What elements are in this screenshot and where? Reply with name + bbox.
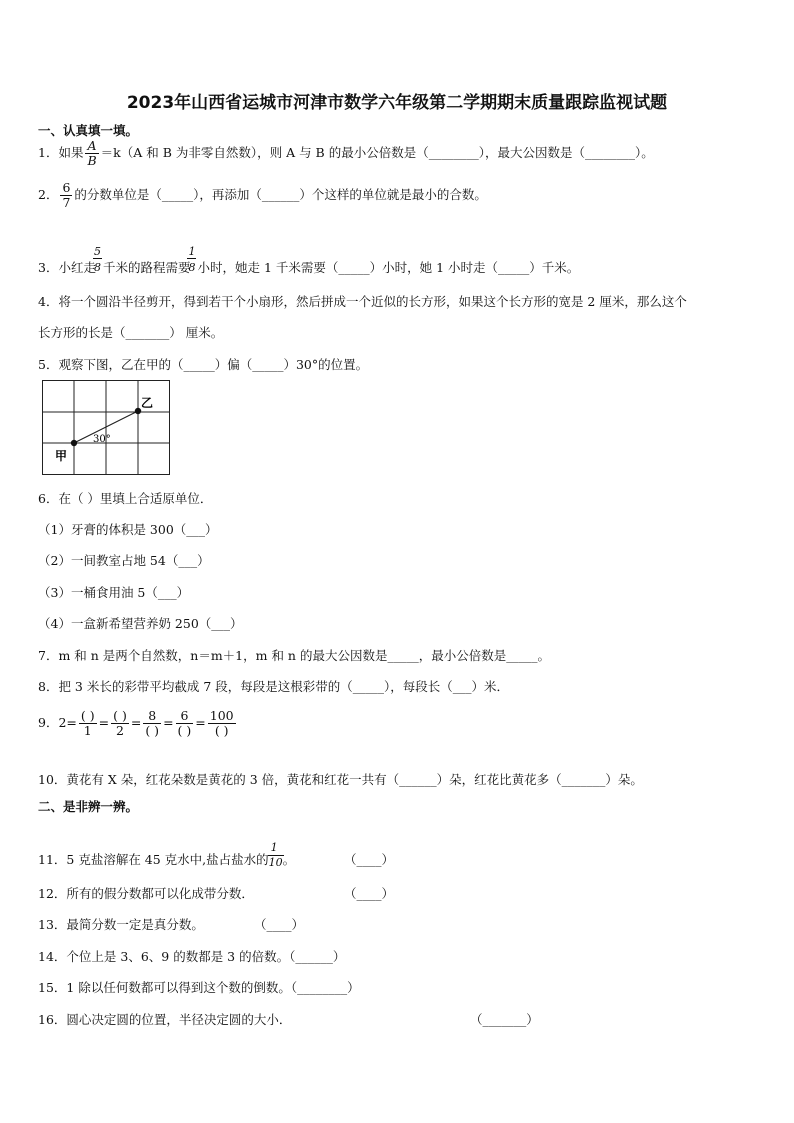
- q2-prefix: 2．: [38, 186, 59, 202]
- q9-f5-numerator: 100: [209, 708, 234, 723]
- q9-f3-denominator: ( ): [145, 722, 160, 738]
- question-8: 8．把 3 米长的彩带平均截成 7 段，每段是这根彩带的（_____），每段长（___）米．: [38, 679, 510, 694]
- q9-fraction-1: [79, 709, 97, 738]
- q9-equals-1: =: [98, 714, 110, 730]
- q3-text: 小时，她走 1 千米需要（_____）小时，她 1 小时走（_____）千米。: [197, 260, 580, 275]
- q9-f2-denominator: 2: [116, 722, 124, 738]
- q12-blank: （____）: [344, 886, 395, 901]
- question-4-line-2: 长方形的长是（_______） 厘米。: [38, 325, 224, 340]
- page-title: 2023年山西省运城市河津市数学六年级第二学期期末质量跟踪监视试题: [126, 93, 668, 113]
- label-jia: 甲: [55, 449, 68, 463]
- question-6: 6．在（ ）里填上合适原单位．: [38, 491, 213, 506]
- q9-equals-3: =: [163, 714, 174, 730]
- q11-text: 11．5 克盐溶解在 45 克水中,盐占盐水的: [38, 852, 269, 867]
- q9-prefix: 9．2=: [38, 714, 77, 730]
- q9-f2-numerator: ( ): [113, 708, 127, 723]
- q1-fraction: [85, 139, 98, 168]
- q6-item-1: （1）牙膏的体积是 300（___）: [38, 522, 218, 537]
- q9-f1-numerator: ( ): [80, 708, 95, 723]
- q11-denominator: 10: [268, 856, 283, 869]
- q11-numerator: 1: [270, 841, 278, 854]
- section-2-heading: 二、是非辨一辨。: [38, 799, 139, 814]
- q3-f1-numerator: 5: [93, 245, 101, 258]
- q11-period: 。: [282, 852, 296, 867]
- point-jia: [71, 440, 77, 446]
- q9-fraction-2: [111, 709, 129, 738]
- q9-f4-denominator: ( ): [177, 722, 192, 738]
- q9-equals-2: =: [130, 714, 142, 730]
- q6-item-2: （2）一间教室占地 54（___）: [38, 553, 210, 568]
- q3-prefix: 3．小红走: [38, 260, 96, 275]
- q2-fraction: [60, 181, 72, 210]
- q3-f2-denominator: 8: [188, 261, 196, 274]
- q3-mid: 千米的路程需要: [102, 260, 191, 275]
- q6-item-3: （3）一桶食用油 5（___）: [38, 585, 190, 600]
- question-16: 16．圆心决定圆的位置，半径决定圆的大小．: [38, 1012, 292, 1027]
- q1-prefix: 1．如果: [38, 144, 84, 160]
- q3-f2-numerator: 1: [188, 245, 196, 258]
- question-1: [38, 139, 654, 168]
- question-4-line-1: 4．将一个圆沿半径剪开，得到若干个小扇形，然后拼成一个近似的长方形，如果这个长方形的宽是 2 厘米，那么这个: [38, 294, 687, 309]
- q9-f4-numerator: 6: [176, 709, 194, 724]
- q9-fraction-3: [143, 709, 161, 738]
- q9-equals-4: =: [195, 714, 206, 730]
- q2-text: 的分数单位是（_____），再添加（______）个这样的单位就是最小的合数。: [74, 186, 487, 202]
- question-5: 5．观察下图，乙在甲的（_____）偏（_____）30°的位置。: [38, 357, 369, 372]
- q9-f1-denominator: 1: [83, 722, 92, 738]
- q1-denominator: B: [87, 152, 97, 168]
- q16-blank: （_______）: [470, 1012, 539, 1027]
- section-1-heading: 一、认真填一填。: [38, 123, 139, 138]
- question-13: 13．最简分数一定是真分数。: [38, 917, 204, 932]
- question-3: [38, 245, 580, 276]
- q9-fraction-4: [176, 709, 194, 738]
- question-2: [38, 181, 487, 210]
- question-14: 14．个位上是 3、6、9 的数都是 3 的倍数。（______）: [38, 949, 346, 964]
- q9-f3-numerator: 8: [143, 709, 161, 724]
- q9-f5-denominator: ( ): [214, 722, 229, 738]
- question-11: [38, 841, 296, 869]
- q2-denominator: 7: [62, 194, 71, 210]
- question-12: 12．所有的假分数都可以化成带分数．: [38, 886, 254, 901]
- q2-numerator: 6: [62, 180, 71, 195]
- angle-label: 30°: [93, 434, 111, 445]
- q3-f1-denominator: 8: [93, 261, 101, 274]
- q9-fraction-5: [208, 709, 236, 738]
- question-7: 7．m 和 n 是两个自然数，n＝m＋1，m 和 n 的最大公因数是_____，最小公倍数是_____。: [38, 648, 550, 663]
- q1-text: ＝k（A 和 B 为非零自然数），则 A 与 B 的最小公倍数是（________），最大公因数是（________）。: [100, 144, 654, 160]
- q1-numerator: A: [85, 139, 98, 154]
- q6-item-4: （4）一盒新希望营养奶 250（___）: [38, 616, 243, 631]
- q11-blank: （____）: [344, 852, 395, 867]
- question-15: 15．1 除以任何数都可以得到这个数的倒数。（________）: [38, 980, 360, 995]
- label-yi: 乙: [141, 396, 154, 410]
- question-10: 10．黄花有 X 朵，红花朵数是黄花的 3 倍，黄花和红花一共有（______）朵，红花比黄花多（_______）朵。: [38, 772, 643, 787]
- question-9: [38, 709, 238, 738]
- q13-blank: （____）: [254, 917, 305, 932]
- q5-grid-figure: [42, 380, 172, 476]
